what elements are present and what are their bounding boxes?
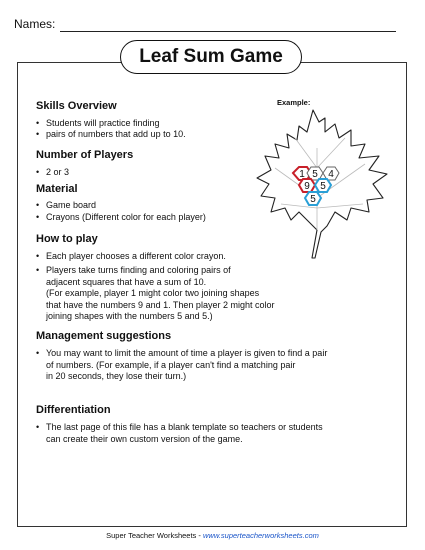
players-item: • 2 or 3 bbox=[36, 167, 69, 179]
skills-item: • Students will practice finding bbox=[36, 118, 160, 130]
how-to-play-item: • Each player chooses a different color crayon. bbox=[36, 251, 226, 263]
hex-2-number: 5 bbox=[312, 169, 318, 180]
skills-item-cont: • pairs of numbers that add up to 10. bbox=[36, 129, 186, 141]
material-heading: Material bbox=[36, 183, 78, 195]
text-line: of numbers. (For example, if a player can't find a matching pair bbox=[46, 359, 296, 370]
how-to-play-item bbox=[36, 265, 274, 323]
text-line: (For example, player 1 might color two joining shapes bbox=[46, 288, 260, 298]
text-line: • Players take turns finding and coloring pairs of bbox=[46, 265, 231, 275]
page-title-text: Leaf Sum Game bbox=[139, 46, 283, 67]
hex-3-number: 4 bbox=[328, 169, 334, 180]
differentiation-item bbox=[36, 422, 323, 445]
footer bbox=[0, 531, 425, 540]
material-item: • Game board bbox=[36, 200, 96, 212]
text-line: joining shapes with the numbers 5 and 5.) bbox=[46, 311, 213, 321]
hex-6-number: 5 bbox=[310, 194, 316, 205]
how-to-play-heading: How to play bbox=[36, 233, 98, 245]
names-label: Names: bbox=[14, 17, 56, 31]
example-leaf bbox=[255, 108, 395, 260]
management-heading: Management suggestions bbox=[36, 330, 172, 342]
hex-5-number: 5 bbox=[320, 181, 326, 192]
names-row bbox=[14, 14, 396, 34]
skills-heading: Skills Overview bbox=[36, 100, 117, 112]
material-item: • Crayons (Different color for each player) bbox=[36, 212, 206, 224]
text-line: that have the numbers 9 and 1. Then player 2 might color bbox=[46, 299, 275, 310]
footer-link[interactable]: www.superteacherworksheets.com bbox=[202, 531, 319, 540]
hex-1-number: 1 bbox=[299, 169, 305, 180]
names-line[interactable] bbox=[60, 31, 396, 32]
page-title bbox=[120, 40, 302, 74]
players-heading: Number of Players bbox=[36, 149, 134, 161]
management-item bbox=[36, 348, 327, 383]
text-line: • You may want to limit the amount of time a player is given to find a pair bbox=[46, 348, 328, 358]
text-line: in 20 seconds, they lose their turn.) bbox=[46, 371, 187, 381]
text-line: • The last page of this file has a blank template so teachers or students bbox=[46, 422, 323, 432]
text-line: can create their own custom version of the game. bbox=[46, 433, 243, 444]
maple-leaf-illustration bbox=[255, 108, 395, 260]
footer-prefix: Super Teacher Worksheets - bbox=[106, 531, 203, 540]
text-line: adjacent squares that have a sum of 10. bbox=[46, 276, 207, 287]
differentiation-heading: Differentiation bbox=[36, 404, 111, 416]
example-label: Example: bbox=[277, 98, 311, 107]
hex-4-number: 9 bbox=[304, 181, 310, 192]
